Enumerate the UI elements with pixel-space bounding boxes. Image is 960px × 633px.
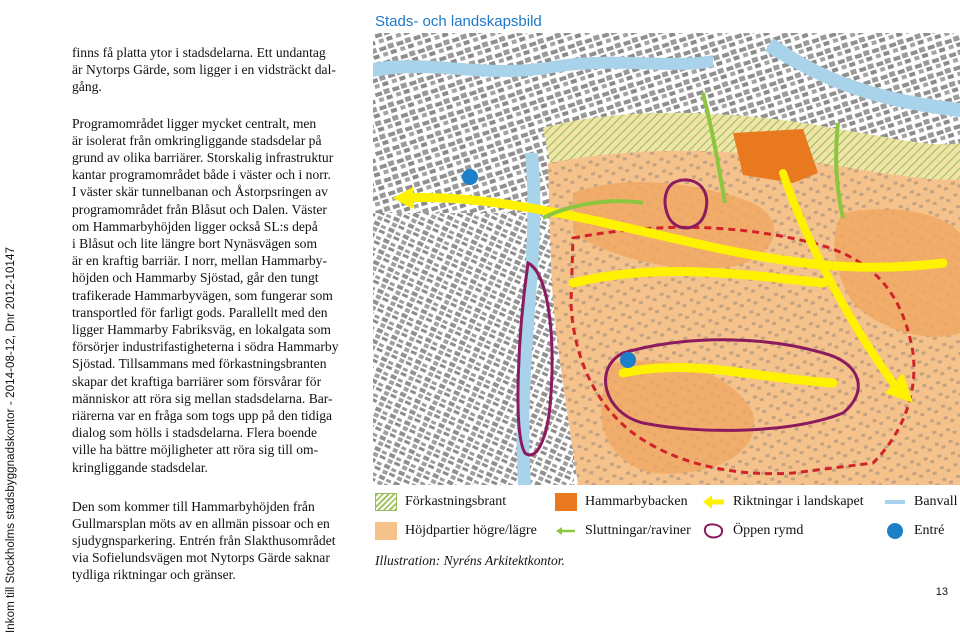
legend-sluttningar: Sluttningar/raviner [555, 522, 691, 540]
sluttning-arrow-icon [555, 522, 577, 540]
illustration-credit: Illustration: Nyréns Arkitektkontor. [375, 553, 565, 568]
landscape-map-svg [373, 33, 960, 485]
urban-blocks-west [373, 213, 573, 485]
map-title: Stads- och landskapsbild [375, 13, 542, 30]
entre-dot-icon [884, 522, 906, 540]
landscape-map [373, 33, 960, 485]
oppen-rymd-icon [703, 522, 725, 540]
sluttning-swatch [555, 522, 577, 540]
hatch-swatch [375, 493, 397, 511]
riktning-swatch [703, 493, 725, 511]
legend-riktningar: Riktningar i landskapet [703, 493, 864, 511]
paragraph-barriers: Programområdet ligger mycket centralt, men är isolerat från omkringliggande stadsdelar på grund av olika barriärer. Storskalig infrastruktur kantar programområdet både i väster och i norr. I väster skär tunnelbanan och Åstorpsringen av programområdet från Blåsut och Dalen. Väster om Hammarbyhöjden ligger också SL:s depå i Blåsut och lite längre bort Nynäsvägen som är en kraftig barriär. I norr, mellan Hammarby- höjden och Hammarby Sjöstad, går den tungt trafikerade Hammarbyvägen, som fungerar som transportled för farligt gods. Parallellt med den ligger Hammarby Fabriksväg, en lokalgata som försörjer industrifastigheterna i södra Hammarby Sjöstad. Tillsammans med förkastningsbranten skapar det kraftiga barriärer som försvårar för människor att röra sig mellan stadsdelarna. Bar- riärerna var en fråga som togs upp på den tidiga dialog som hölls i stadsdelarna. Flera boende ville ha bättre möjligheter att röra sig till om- kringliggande stadsdelar. [72, 115, 339, 475]
legend-entre: Entré [884, 522, 944, 540]
riktning-arrow-icon [703, 493, 725, 511]
legend-oppen-rymd: Öppen rymd [703, 522, 803, 540]
entre-marker-1 [462, 169, 478, 185]
entre-swatch [884, 522, 906, 540]
side-stamp-text: Inkom till Stockholms stadsbyggnadskontor - 2014-08-12, Dnr 2012-10147 [5, 246, 17, 633]
banvall-line-icon [884, 493, 906, 511]
oppen-rymd-swatch [703, 522, 725, 540]
legend-hammarbybacken: Hammarbybacken [555, 493, 688, 511]
hammarbybacken-area [733, 129, 818, 183]
hojdpartier-swatch [375, 522, 397, 540]
hammarbybacken-swatch [555, 493, 577, 511]
page-number: 13 [935, 586, 948, 598]
paragraph-intro: finns få platta ytor i stadsdelarna. Ett undantag är Nytorps Gärde, som ligger i en vidsträckt dal- gång. [72, 44, 336, 94]
entre-marker-2 [620, 352, 636, 368]
banvall-swatch [884, 493, 906, 511]
legend-forkastningsbrant: Förkastningsbrant [375, 493, 506, 511]
paragraph-entrance: Den som kommer till Hammarbyhöjden från Gullmarsplan möts av en allmän pissoar och en sjudygnsparkering. Entrén från Slakthusområdet via Sofielundsvägen mot Nytorps Gärde saknar tydliga riktningar och gränser. [72, 498, 336, 583]
legend-banvall: Banvall [884, 493, 958, 511]
side-stamp [0, 0, 22, 633]
legend-hojdpartier: Höjdpartier högre/lägre [375, 522, 537, 540]
